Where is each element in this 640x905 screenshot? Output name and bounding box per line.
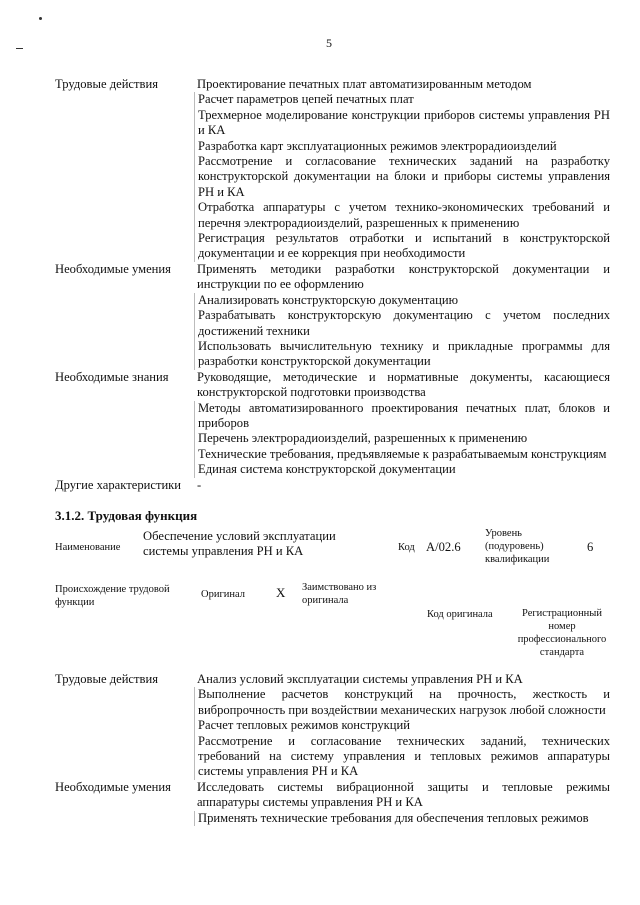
scan-mark	[16, 48, 23, 49]
row-label: Трудовые действия	[55, 77, 159, 91]
list-item: Исследовать системы вибрационной защиты и тепловые режимы аппаратуры системы управления РН и КА	[197, 779, 610, 810]
page-number: 5	[326, 36, 332, 50]
list-item: Проектирование печатных плат автоматизированным методом	[197, 77, 532, 91]
requirements-table	[55, 77, 610, 493]
table-row	[55, 780, 610, 826]
list-item: Расчет параметров цепей печатных плат	[194, 92, 610, 107]
row-label: Необходимые умения	[55, 261, 171, 276]
level-value: 6	[587, 540, 594, 554]
list-item: Рассмотрение и согласование технических заданий на разработку конструкторской документации на блоки и приборы системы управления РН и КА	[194, 154, 610, 200]
code-value: A/02.6	[426, 540, 461, 554]
list-item: Рассмотрение и согласование технических заданий, технических требований на систему управления и тепловых режимов аппаратуры системы управления РН и КА	[194, 734, 610, 780]
table-row	[55, 370, 610, 478]
table-row	[55, 672, 610, 780]
list-item: Применять технические требования для обеспечения тепловых режимов	[194, 811, 610, 826]
table-row	[55, 478, 610, 493]
list-item: Отработка аппаратуры с учетом технико-экономических требований и перечня электрорадиоизделий, разрешенных к применению	[194, 200, 610, 231]
original-mark: X	[276, 585, 286, 600]
list-item: Анализ условий эксплуатации системы управления РН и КА	[197, 672, 523, 686]
name-label: Наименование	[55, 542, 121, 553]
requirements-table-2	[55, 672, 610, 826]
list-item: Регистрация результатов отработки и испытаний в конструкторской документации и ее коррекция при необходимости	[194, 231, 610, 262]
table-row	[55, 262, 610, 370]
list-item: Трехмерное моделирование конструкции приборов системы управления РН и КА	[194, 108, 610, 139]
borrowed-label: Заимствовано из оригинала	[302, 582, 377, 606]
list-item: Методы автоматизированного проектирования печатных плат, блоков и приборов	[194, 401, 610, 432]
function-name: Обеспечение условий эксплуатации системы управления РН и КА	[143, 529, 336, 559]
row-label: Необходимые знания	[55, 369, 169, 384]
scan-speck	[39, 17, 42, 20]
table-row	[55, 77, 610, 262]
list-item: -	[197, 477, 202, 492]
row-label: Трудовые действия	[55, 672, 159, 686]
level-label: Уровень (подуровень) квалификации	[485, 528, 550, 565]
list-item: Применять методики разработки конструкторской документации и инструкции по ее оформлению	[197, 261, 610, 292]
section-title: 3.1.2. Трудовая функция	[55, 508, 198, 523]
row-label: Другие характеристики	[55, 477, 182, 492]
row-label: Необходимые умения	[55, 779, 171, 794]
list-item: Расчет тепловых режимов конструкций	[194, 718, 610, 733]
list-item: Разрабатывать конструкторскую документацию с учетом последних достижений техники	[194, 308, 610, 339]
list-item: Использовать вычислительную технику и прикладные программы для разработки конструкторской документации	[194, 339, 610, 370]
list-item: Перечень электрорадиоизделий, разрешенных к применению	[194, 431, 610, 446]
list-item: Руководящие, методические и нормативные документы, касающиеся конструкторской подготовки производства	[197, 369, 610, 400]
list-item: Разработка карт эксплуатационных режимов электрорадиоизделий	[194, 139, 610, 154]
registration-label: Регистрационный номер профессионального стандарта	[517, 608, 607, 658]
code-original-label: Код оригинала	[427, 609, 493, 620]
list-item: Анализировать конструкторскую документацию	[194, 293, 610, 308]
list-item: Единая система конструкторской документации	[194, 462, 610, 477]
code-label: Код	[398, 542, 415, 553]
list-item: Технические требования, предъявляемые к разрабатываемым конструкциям	[194, 447, 610, 462]
original-label: Оригинал	[201, 589, 245, 600]
list-item: Выполнение расчетов конструкций на прочность, жесткость и вибропрочность при воздействии механических нагрузок любой сложности	[194, 687, 610, 718]
origin-label: Происхождение трудовой функции	[55, 584, 170, 608]
